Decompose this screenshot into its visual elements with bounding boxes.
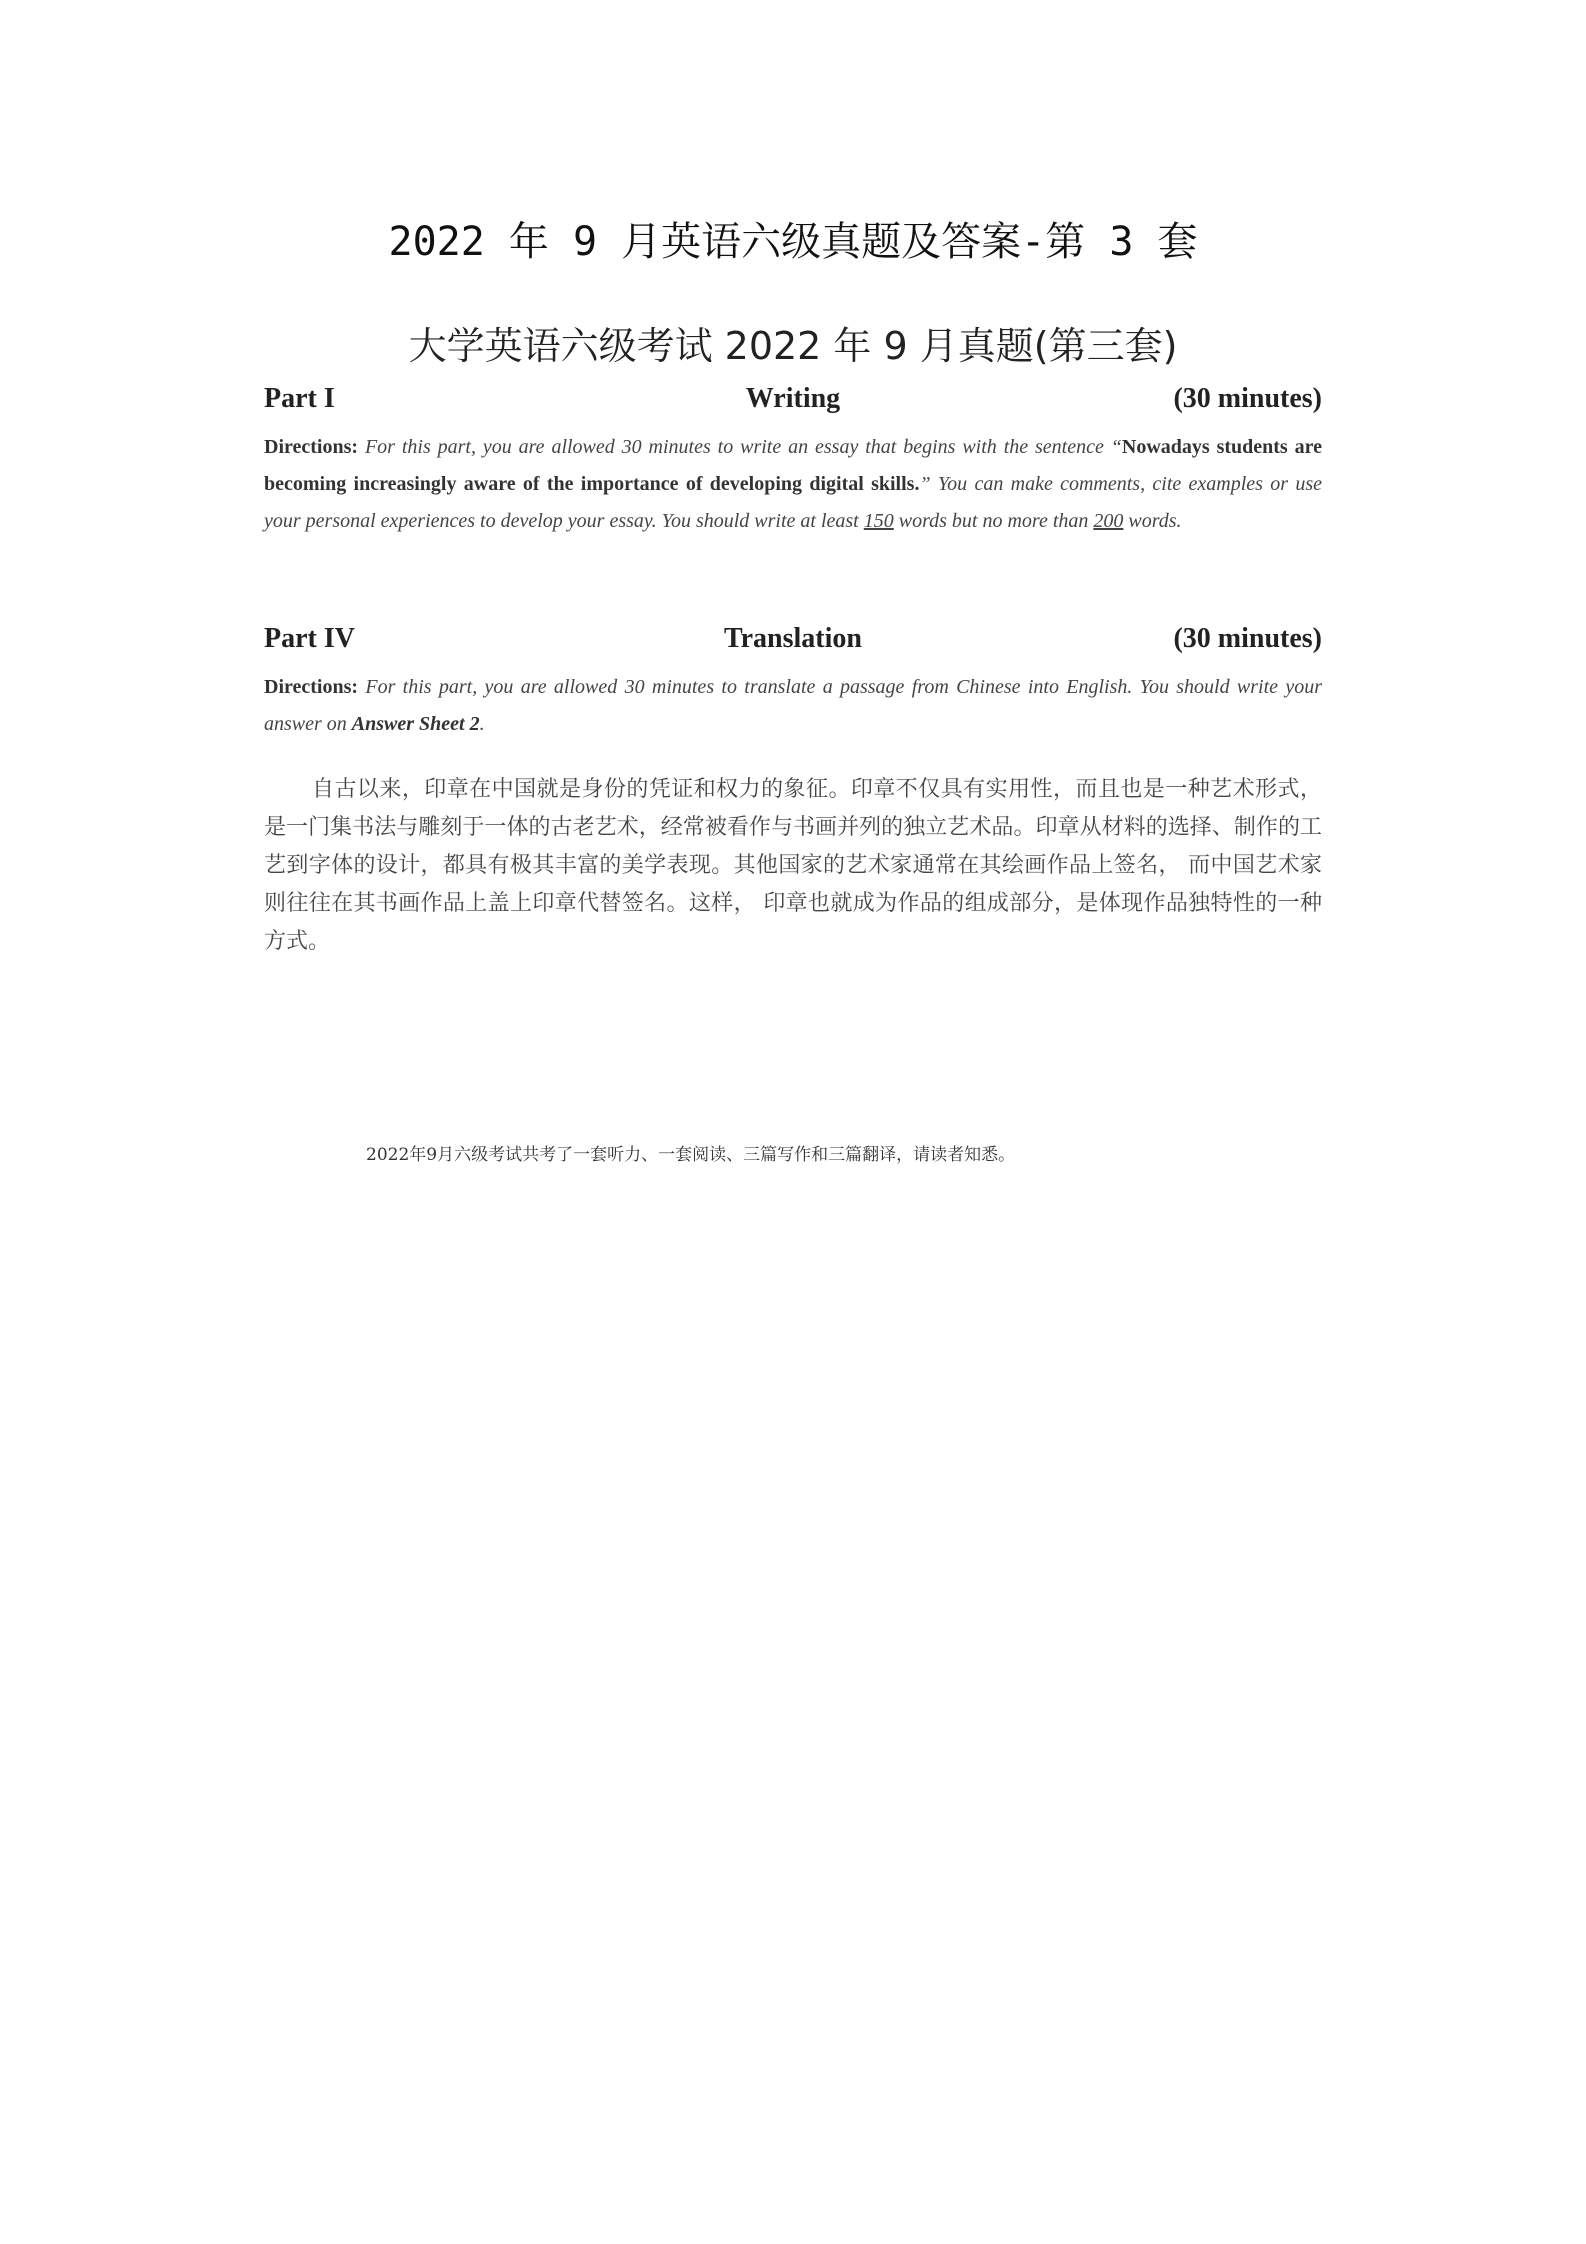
part-label: Part IV: [264, 623, 355, 654]
part-label: Part I: [264, 383, 335, 414]
directions-text: For this part, you are allowed 30 minutes to translate a passage from Chinese into English. You should write your answer on: [264, 676, 1322, 735]
max-words: 200: [1093, 510, 1124, 532]
essay-opening-sentence: Nowadays students are becoming increasingly aware of the importance of developing digital skills.: [264, 436, 1322, 495]
footnote: 2022年9月六级考试共考了一套听力、一套阅读、三篇写作和三篇翻译，请读者知悉。: [366, 1145, 1016, 1165]
directions-label: Directions:: [264, 436, 359, 458]
part-writing-section: [264, 383, 1322, 540]
writing-directions: [264, 429, 1322, 540]
directions-label: Directions:: [264, 676, 359, 698]
part-name: Writing: [745, 383, 841, 414]
part-translation-header: [264, 623, 1322, 663]
directions-text: .: [479, 713, 485, 735]
part-writing-header: [264, 383, 1322, 423]
directions-text: ” You can make comments, cite examples or use your personal experiences to develop your essay. You should write at least: [264, 473, 1322, 532]
answer-sheet-ref: Answer Sheet 2: [351, 713, 480, 735]
directions-text: words.: [1123, 510, 1182, 532]
translation-directions: [264, 669, 1322, 743]
min-words: 150: [863, 510, 894, 532]
part-translation-section: [264, 623, 1322, 961]
document-title: 2022 年 9 月英语六级真题及答案-第 3 套: [388, 219, 1198, 265]
translation-passage: 自古以来，印章在中国就是身份的凭证和权力的象征。印章不仅具有实用性，而且也是一种艺术形式，是一门集书法与雕刻于一体的古老艺术，经常被看作与书画并列的独立艺术品。印章从材料的选择、制作的工艺到字体的设计，都具有极其丰富的美学表现。其他国家的艺术家通常在其绘画作品上签名， 而中国艺术家则往往在其书画作品上盖上印章代替签名。这样， 印章也就成为作品的组成部分，是体现作品独特性的一种方式。: [264, 777, 1322, 954]
part-name: Translation: [724, 623, 862, 654]
directions-text: For this part, you are allowed 30 minutes to write an essay that begins with the sentence “: [358, 436, 1122, 458]
part-time: (30 minutes): [1173, 623, 1322, 654]
exam-title: 大学英语六级考试 2022 年 9 月真题(第三套): [408, 324, 1178, 368]
part-time: (30 minutes): [1173, 383, 1322, 414]
directions-text: words but no more than: [893, 510, 1094, 532]
